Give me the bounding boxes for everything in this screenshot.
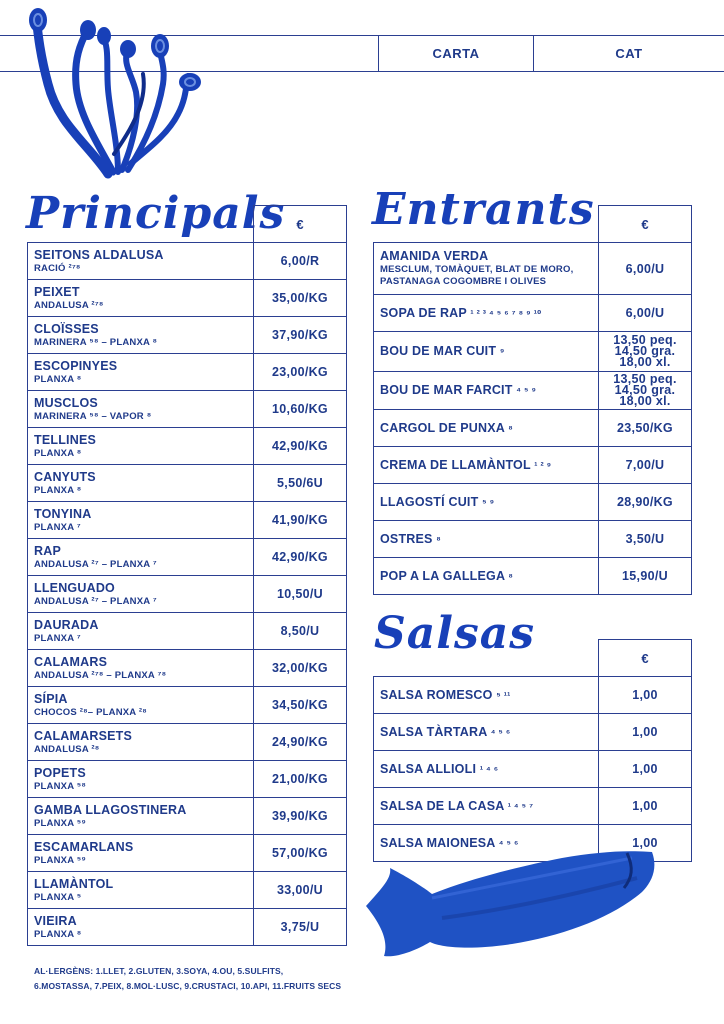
dish-name: POPETS [34,765,86,780]
dish-preparation: RACIÓ ²⁷⁸ [34,262,81,274]
dish-name: RAP [34,543,61,558]
allergen-codes: ⁸ [508,571,514,583]
dish-price: 41,90/KG [254,502,347,539]
dish-preparation: ANDALUSA ²⁷⁸ [34,299,104,311]
allergen-codes: ¹ ⁴ ⁶ [479,764,499,776]
dish-price: 10,60/KG [254,391,347,428]
sauce-price: 1,00 [599,788,692,825]
dish-name: ESCOPINYES [34,358,118,373]
dish-preparation: PLANXA ⁸ [34,928,82,940]
dish-name: GAMBA LLAGOSTINERA [34,802,187,817]
table-row [28,872,347,909]
allergen-codes: ¹ ² ³ ⁴ ⁵ ⁶ ⁷ ⁸ ⁹ ¹⁰ [470,308,542,320]
principals-table [27,205,347,946]
sauce-price: 1,00 [599,677,692,714]
dish-preparation: ANDALUSA ²⁸ [34,743,100,755]
dish-price: 8,50/U [254,613,347,650]
sauce-name: SALSA TÀRTARA [380,724,487,739]
dish-preparation: PLANXA ⁵⁸ [34,780,87,792]
price-small: 13,50 peq. [613,372,677,386]
dish-preparation: PLANXA ⁵ [34,891,82,903]
dish-name: VIEIRA [34,913,77,928]
dish-preparation: MARINERA ⁵⁸ – PLANXA ⁸ [34,336,158,348]
dish-name: POP A LA GALLEGA [380,568,505,583]
dish-name: BOU DE MAR CUIT [380,344,497,358]
dish-preparation: PLANXA ⁷ [34,521,81,533]
dish-name: LLAMÀNTOL [34,876,114,891]
table-row [374,332,692,372]
table-row [28,909,347,946]
sauce-price: 1,00 [599,714,692,751]
table-row [374,751,692,788]
dish-price: 5,50/6U [254,465,347,502]
table-row [28,354,347,391]
dish-description: MESCLUM, TOMÀQUET, BLAT DE MORO, [380,264,574,275]
table-row [28,465,347,502]
table-row [374,295,692,332]
dish-price: 35,00/KG [254,280,347,317]
allergen-legend [34,964,364,994]
sauce-name: SALSA MAIONESA [380,835,496,850]
dish-preparation: PLANXA ⁵⁹ [34,817,87,829]
dish-name: BOU DE MAR FARCIT [380,383,513,397]
nav-carta-link[interactable]: CARTA [378,35,534,72]
dish-price: 6,00/R [254,243,347,280]
dish-price: 3,50/U [599,521,692,558]
dish-name: SEITONS ALDALUSA [34,247,164,262]
table-row [28,650,347,687]
table-row [374,714,692,751]
table-row [28,724,347,761]
allergen-codes: ⁴ ⁵ ⁶ [498,838,519,850]
dish-name: LLAGOSTÍ CUIT [380,494,479,509]
currency-header: € [599,640,692,677]
dish-name: MUSCLOS [34,395,98,410]
table-row [374,521,692,558]
table-row [374,484,692,521]
table-row [374,410,692,447]
allergen-codes: ⁵ ⁹ [482,497,495,509]
dish-name: CARGOL DE PUNXA [380,420,505,435]
table-row [28,502,347,539]
dish-preparation: PLANXA ⁵⁹ [34,854,87,866]
allergen-legend-line: 6.MOSTASSA, 7.PEIX, 8.MOL·LUSC, 9.CRUSTACI, 10.API, 11.FRUITS SECS [34,981,342,991]
dish-price: 39,90/KG [254,798,347,835]
table-row [28,687,347,724]
entrants-heading: Entrants [372,184,595,235]
principals-heading: Principals [26,188,286,239]
dish-name: DAURADA [34,617,99,632]
currency-header: € [254,206,347,243]
table-row [374,788,692,825]
table-row [374,372,692,410]
dish-preparation: ANDALUSA ²⁷ – PLANXA ⁷ [34,595,157,607]
dish-name: LLENGUADO [34,580,115,595]
dish-name: SÍPIA [34,691,68,706]
dish-price: 15,90/U [599,558,692,595]
allergen-codes: ⁵ ¹¹ [496,690,511,702]
table-row [374,447,692,484]
sauce-name: SALSA DE LA CASA [380,798,505,813]
dish-name: TELLINES [34,432,97,447]
sauce-name: SALSA ALLIOLI [380,761,477,776]
seaweed-illustration [18,4,208,184]
allergen-codes: ⁴ ⁵ ⁹ [516,386,537,397]
sauce-name: SALSA ROMESCO [380,687,493,702]
dish-price: 32,00/KG [254,650,347,687]
dish-name: OSTRES [380,531,433,546]
allergen-codes: ⁹ [499,347,505,358]
dish-price: 23,00/KG [254,354,347,391]
sauce-price: 1,00 [599,825,692,862]
fish-illustration [362,848,662,960]
dish-name: SOPA DE RAP [380,305,467,320]
dish-price: 6,00/U [599,295,692,332]
currency-header: € [599,206,692,243]
price-xl: 18,00 xl. [619,355,671,369]
price-large: 14,50 gra. [614,344,676,358]
dish-price: 3,75/U [254,909,347,946]
dish-name: CREMA DE LLAMÀNTOL [380,457,531,472]
dish-price: 42,90/KG [254,428,347,465]
language-selector[interactable]: CAT [615,46,643,61]
table-row [28,428,347,465]
allergen-codes: ⁴ ⁵ ⁶ [490,727,511,739]
table-header-spacer [28,206,254,243]
allergen-codes: ¹ ² ⁹ [534,460,552,472]
allergen-codes: ¹ ⁴ ⁵ ⁷ [507,801,534,813]
table-row [28,280,347,317]
dish-price: 33,00/U [254,872,347,909]
allergen-legend-line: AL·LERGÈNS: 1.LLET, 2.GLUTEN, 3.SOYA, 4.OU, 5.SULFITS, [34,966,284,976]
allergen-codes: ⁸ [436,534,441,546]
table-row [28,539,347,576]
salsas-table [373,639,692,862]
dish-preparation: ANDALUSA ²⁷ – PLANXA ⁷ [34,558,157,570]
table-row [28,761,347,798]
dish-preparation: CHOCOS ²⁸– PLANXA ²⁸ [34,706,147,718]
dish-preparation: PLANXA ⁷ [34,632,81,644]
table-row [374,677,692,714]
table-row [28,317,347,354]
dish-preparation: MARINERA ⁵⁸ – VAPOR ⁸ [34,410,152,422]
dish-preparation: PLANXA ⁸ [34,447,82,459]
dish-preparation: PLANXA ⁸ [34,373,82,385]
dish-name: TONYINA [34,506,92,521]
dish-price: 28,90/KG [599,484,692,521]
sauce-price: 1,00 [599,751,692,788]
dish-name: CLOÏSSES [34,321,99,336]
dish-price: 42,90/KG [254,539,347,576]
dish-price: 24,90/KG [254,724,347,761]
table-header-spacer [374,640,599,677]
dish-name: CANYUTS [34,469,96,484]
entrants-table [373,205,692,595]
table-row [28,613,347,650]
table-row [28,243,347,280]
table-row [28,798,347,835]
dish-price: 37,90/KG [254,317,347,354]
dish-name: CALAMARS [34,654,108,669]
table-row [28,391,347,428]
dish-name: AMANIDA VERDA [380,249,489,263]
table-row [28,576,347,613]
dish-preparation: ANDALUSA ²⁷⁸ – PLANXA ⁷⁸ [34,669,167,681]
price-large: 14,50 gra. [614,383,676,397]
dish-price: 10,50/U [254,576,347,613]
salsas-heading: Salsas [374,608,536,659]
dish-name: PEIXET [34,284,80,299]
dish-name: CALAMARSETS [34,728,133,743]
dish-price: 34,50/KG [254,687,347,724]
dish-preparation: PLANXA ⁸ [34,484,82,496]
dish-price: 21,00/KG [254,761,347,798]
table-row [374,243,692,295]
table-row [374,558,692,595]
price-xl: 18,00 xl. [619,394,671,408]
dish-price: 57,00/KG [254,835,347,872]
dish-price: 7,00/U [599,447,692,484]
price-small: 13,50 peq. [613,333,677,347]
table-row [28,835,347,872]
dish-description: PASTANAGA COGOMBRE I OLIVES [380,276,547,287]
table-header-spacer [374,206,599,243]
dish-name: ESCAMARLANS [34,839,134,854]
dish-price: 23,50/KG [599,410,692,447]
dish-price: 6,00/U [599,243,692,295]
allergen-codes: ⁸ [508,423,513,435]
